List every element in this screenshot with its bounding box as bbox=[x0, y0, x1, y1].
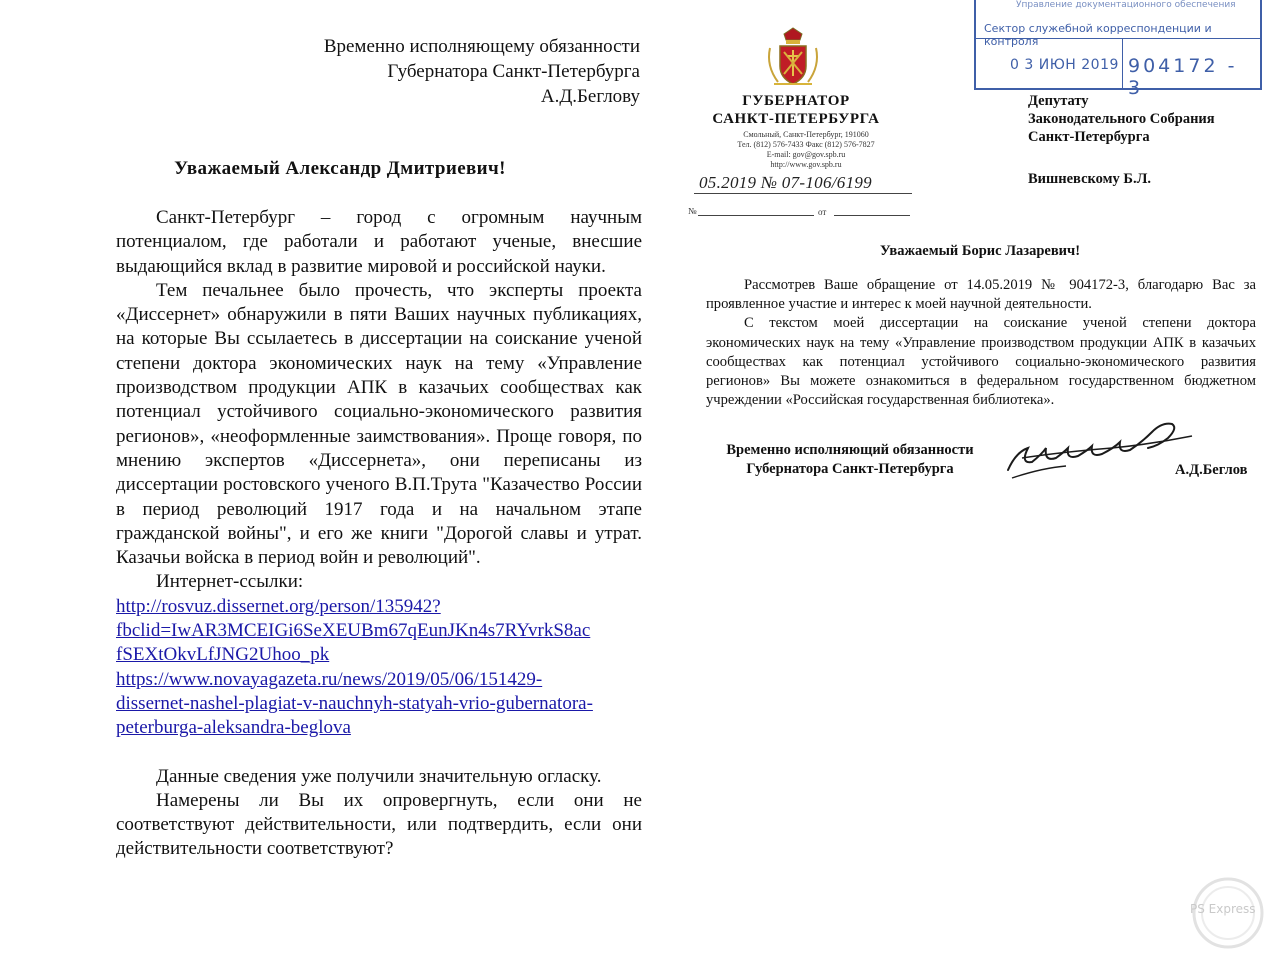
letterhead-title bbox=[680, 92, 912, 128]
addressee-line: Временно исполняющему обязанности bbox=[323, 36, 640, 57]
contact-line: E-mail: gov@gov.spb.ru bbox=[766, 150, 846, 159]
link-dissernet[interactable]: fbclid=IwAR3MCEIGi6SeXEUBm67qEunJKn4s7RYvrkS8ac bbox=[116, 620, 591, 642]
spacer bbox=[116, 741, 642, 765]
stamp-sector: Сектор служебной корреспонденции и контроля bbox=[984, 22, 1212, 48]
right-letter bbox=[680, 0, 1280, 974]
paragraph: С текстом моей диссертации на соискание ученой степени доктора экономических наук на тему «Управление производством продукции АПК в казачьих сообществах как потенциал устойчивого социально-экономического развития регионов» Вы можете ознакомиться в федеральном государственном бюджетном учреждении «Российская государственная библиотека». bbox=[706, 315, 1256, 409]
letterhead-contacts bbox=[700, 130, 912, 170]
signatory-name: А.Д.Беглов bbox=[1175, 462, 1248, 478]
coat-of-arms-icon bbox=[764, 26, 822, 90]
stamp-department: Управление документационного обеспечения bbox=[1016, 0, 1236, 10]
handwritten-registration: 05.2019 № 07-106/6199 bbox=[699, 173, 872, 192]
recipient-line: Санкт-Петербурга bbox=[1028, 129, 1150, 145]
paragraph: Интернет-ссылки: bbox=[156, 571, 304, 593]
contact-line: Тел. (812) 576-7433 Факс (812) 576-7827 bbox=[737, 140, 875, 149]
handwritten-signature-icon bbox=[1002, 418, 1198, 486]
link-novayagazeta[interactable]: dissernet-nashel-plagiat-v-nauchnyh-statyah-vrio-gubernatora- bbox=[116, 692, 593, 714]
link-novayagazeta[interactable]: https://www.novayagazeta.ru/news/2019/05/06/151429- bbox=[116, 668, 543, 690]
signatory-position bbox=[700, 441, 1000, 479]
addressee-line: Губернатора Санкт-Петербурга bbox=[387, 61, 640, 82]
link-dissernet[interactable]: fSEXtOkvLfJNG2Uhoo_pk bbox=[116, 644, 330, 666]
paragraph: Рассмотрев Ваше обращение от 14.05.2019 № 904172-3, благодарю Вас за проявленное участие и интерес к моей научной деятельности. bbox=[706, 277, 1256, 313]
contact-line: Смольный, Санкт-Петербург, 191060 bbox=[743, 130, 869, 139]
salutation: Уважаемый Александр Дмитриевич! bbox=[174, 158, 506, 179]
registration-rule bbox=[694, 193, 912, 194]
addressee-block bbox=[324, 34, 640, 109]
links-block bbox=[116, 595, 642, 741]
signatory-line: Губернатора Санкт-Петербурга bbox=[746, 461, 954, 477]
stamp-divider bbox=[1122, 38, 1123, 88]
link-novayagazeta[interactable]: peterburga-aleksandra-beglova bbox=[116, 717, 351, 739]
stamp-date: 0 3 ИЮН 2019 bbox=[1010, 57, 1119, 73]
letterhead-title-line: САНКТ-ПЕТЕРБУРГА bbox=[712, 111, 880, 127]
no-label: № bbox=[688, 206, 697, 216]
paragraph: Намерены ли Вы их опровергнуть, если они не соответствуют действительности, или подтвердить, если они действительности соответствуют? bbox=[116, 789, 642, 860]
recipient-line: Законодательного Собрания bbox=[1028, 111, 1215, 127]
incoming-stamp bbox=[974, 0, 1262, 99]
watermark-text: PS Express bbox=[1190, 902, 1256, 916]
paragraph: Тем печальнее было прочесть, что эксперты проекта «Диссернет» обнаружили в пяти Ваших научных публикациях, на которые Вы ссылаетесь в диссертации на соискание ученой степени доктора экономических наук на тему «Управление производством продукции АПК в казачьих сообществах как потенциал устойчивого социально-экономического развития регионов», «неоформленные заимствования». Проще говоря, по мнению экспертов «Диссернета», они переписаны из диссертации ростовского ученого В.П.Трута "Казачество России в период революций 1917 года и на начальном этапе гражданской войны", и его же книги "Дорогой славы и утрат. Казачьи войска в период войн и революций". bbox=[116, 279, 642, 569]
link-dissernet[interactable]: http://rosvuz.dissernet.org/person/135942? bbox=[116, 595, 441, 617]
recipient-block bbox=[1028, 92, 1215, 188]
recipient-name: Вишневскому Б.Л. bbox=[1028, 171, 1152, 187]
registration-rule bbox=[834, 215, 910, 216]
stamp-divider bbox=[976, 38, 1260, 39]
letter-body bbox=[706, 276, 1256, 410]
from-label: от bbox=[818, 207, 827, 217]
addressee-line: А.Д.Беглову bbox=[540, 86, 640, 107]
stamp-number: 904172 - 3 bbox=[1128, 55, 1238, 99]
signatory-line: Временно исполняющий обязанности bbox=[726, 442, 974, 458]
recipient-line: Депутату bbox=[1028, 93, 1089, 109]
contact-line: http://www.gov.spb.ru bbox=[770, 160, 842, 169]
registration-rule bbox=[698, 215, 814, 216]
letter-body bbox=[116, 206, 642, 862]
salutation: Уважаемый Борис Лазаревич! bbox=[879, 243, 1081, 259]
paragraph: Данные сведения уже получили значительную огласку. bbox=[156, 765, 602, 787]
paragraph: Санкт-Петербург – город с огромным научным потенциалом, где работали и работают ученые, внесшие выдающийся вклад в развитие мировой и российской науки. bbox=[116, 207, 642, 277]
letterhead-title-line: ГУБЕРНАТОР bbox=[742, 93, 850, 109]
